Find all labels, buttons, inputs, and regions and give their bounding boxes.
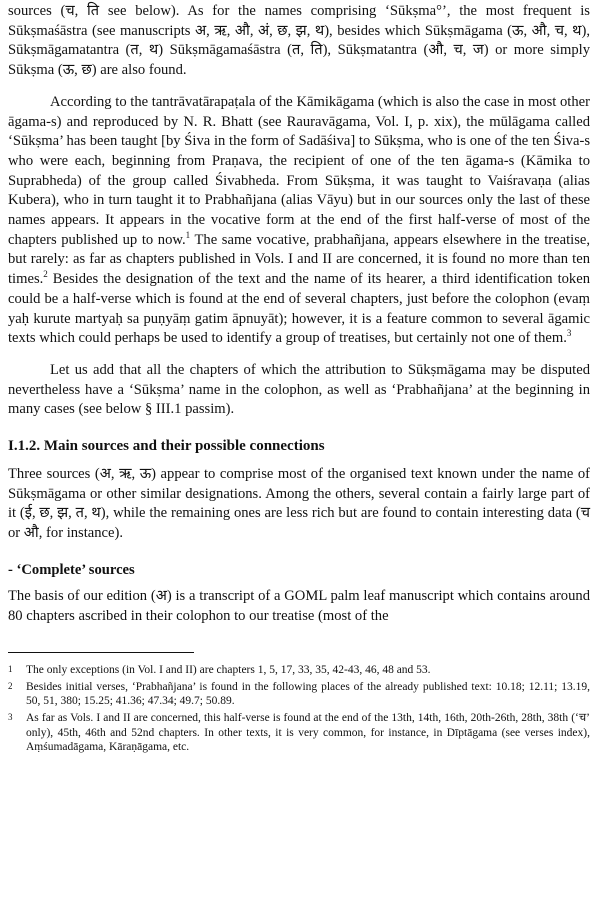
footnote-ref-3[interactable]: 3 [566,328,572,339]
paragraph-three-sources: Three sources (अ, ऋ, ऊ) appear to comprise most of the organised text known under the name of Sūkṣmāgama or other similar designations. Among the others, several contain a fairly large part of it (ई, छ, झ, त, थ), while the remaining ones are less rich but are found to contain interesting data (च or औ, for instance). [8,466,590,542]
section-heading: I.1.2. Main sources and their possible connections [8,438,325,455]
paragraph-edition-basis: The basis of our edition (अ) is a transcript of a GOML palm leaf manuscript which contains around 80 chapters ascribed in their colophon to our treatise (most of the [8,587,590,624]
paragraph-transmission [8,93,590,349]
paragraph-transmission-part-3: Besides the designation of the text and the name of its hearer, a third identification token could be a half-verse which is found at the end of several chapters, just before the colophon (evaṃ yaḥ kurute martyaḥ sa puṇyāṃ gatim āpnuyāt); however, it is a feature common to several āgamic texts which could perhaps be used to identify a group of treatises, but certainly not one of them. [8,271,590,347]
paragraph-transmission-part-2: The same vocative, prabhañjana, appears elsewhere in the treatise, but rarely: as far as chapters published in Vols. I and II are concerned, it is found no more than ten times. [8,231,590,288]
footnote-number: 1 [8,664,13,675]
footnote-text: Besides initial verses, ‘Prabhañjana’ is found in the following places of the already published text: 10.18; 12.11; 13.19, 50, 51, 380; 15.25; 41.36; 47.34; 49.7; 50.89. [26,680,590,708]
paragraph-transmission-part-1: According to the tantrāvatārapaṭala of the Kāmikāgama (which is also the case in most other āgama-s) and reproduced by N. R. Bhatt (see Rauravāgama, Vol. I, p. xix), the mūlāgama called ‘Sūkṣma’ has been taught [by Śiva in the form of Sadāśiva] to Sūkṣma, who is one of the ten Śiva-s who were each, beginning from Praṇava, the recipient of one of the ten āgama-s (Kāmika to Suprabheda) of the group called Śivabheda. From Sūkṣma, it was taught to Vaiśravaṇa (alias Kubera), who in turn taught it to Prabhañjana (alias Vāyu) but in our sources only the last of these names appears. It appears in the vocative form at the end of the first half-verse of most of the chapters published up to now. [8,93,590,248]
footnote-3 [8,711,590,755]
footnote-divider [8,652,194,653]
footnote-ref-2[interactable]: 2 [43,269,48,280]
footnote-number: 3 [8,712,13,723]
paragraph-attribution: Let us add that all the chapters of which the attribution to Sūkṣmāgama may be disputed nevertheless have a ‘Sūkṣma’ name in the colophon, as well as ‘Prabhañjana’ at the beginning in many cases (see below § III.1 passim). [8,361,590,418]
footnote-number: 2 [8,680,13,691]
footnote-text: As far as Vols. I and II are concerned, this half-verse is found at the end of the 13th, 14th, 16th, 20th-26th, 28th, 38th (‘च’ only), 45th, 46th and 52nd chapters. In other texts, it is very common, for instance, in Dīptāgama (see verses index), Aṃśumadāgama, Kāraṇāgama, etc. [26,712,590,754]
footnote-text: The only exceptions (in Vol. I and II) are chapters 1, 5, 17, 33, 35, 42-43, 46, 48 and 53. [26,664,431,677]
paragraph-sources-names: sources (च, ति see below). As for the names comprising ‘Sūkṣma°’, the most frequent is Sūkṣmaśāstra (see manuscripts अ, ऋ, औ, अं, छ, झ, थ), besides which Sūkṣmāgama (ऊ, औ, च, थ), Sūkṣmāgamatantra (त, थ) Sūkṣmāgamaśāstra (त, ति), Sūkṣmatantra (औ, च, ज) or more simply Sūkṣma (ऊ, छ) are also found. [8,3,590,79]
footnote-1 [8,663,590,678]
subsection-heading: - ‘Complete’ sources [8,561,135,578]
footnote-2 [8,680,590,709]
footnote-ref-1[interactable]: 1 [185,229,191,240]
document-page [8,2,590,757]
